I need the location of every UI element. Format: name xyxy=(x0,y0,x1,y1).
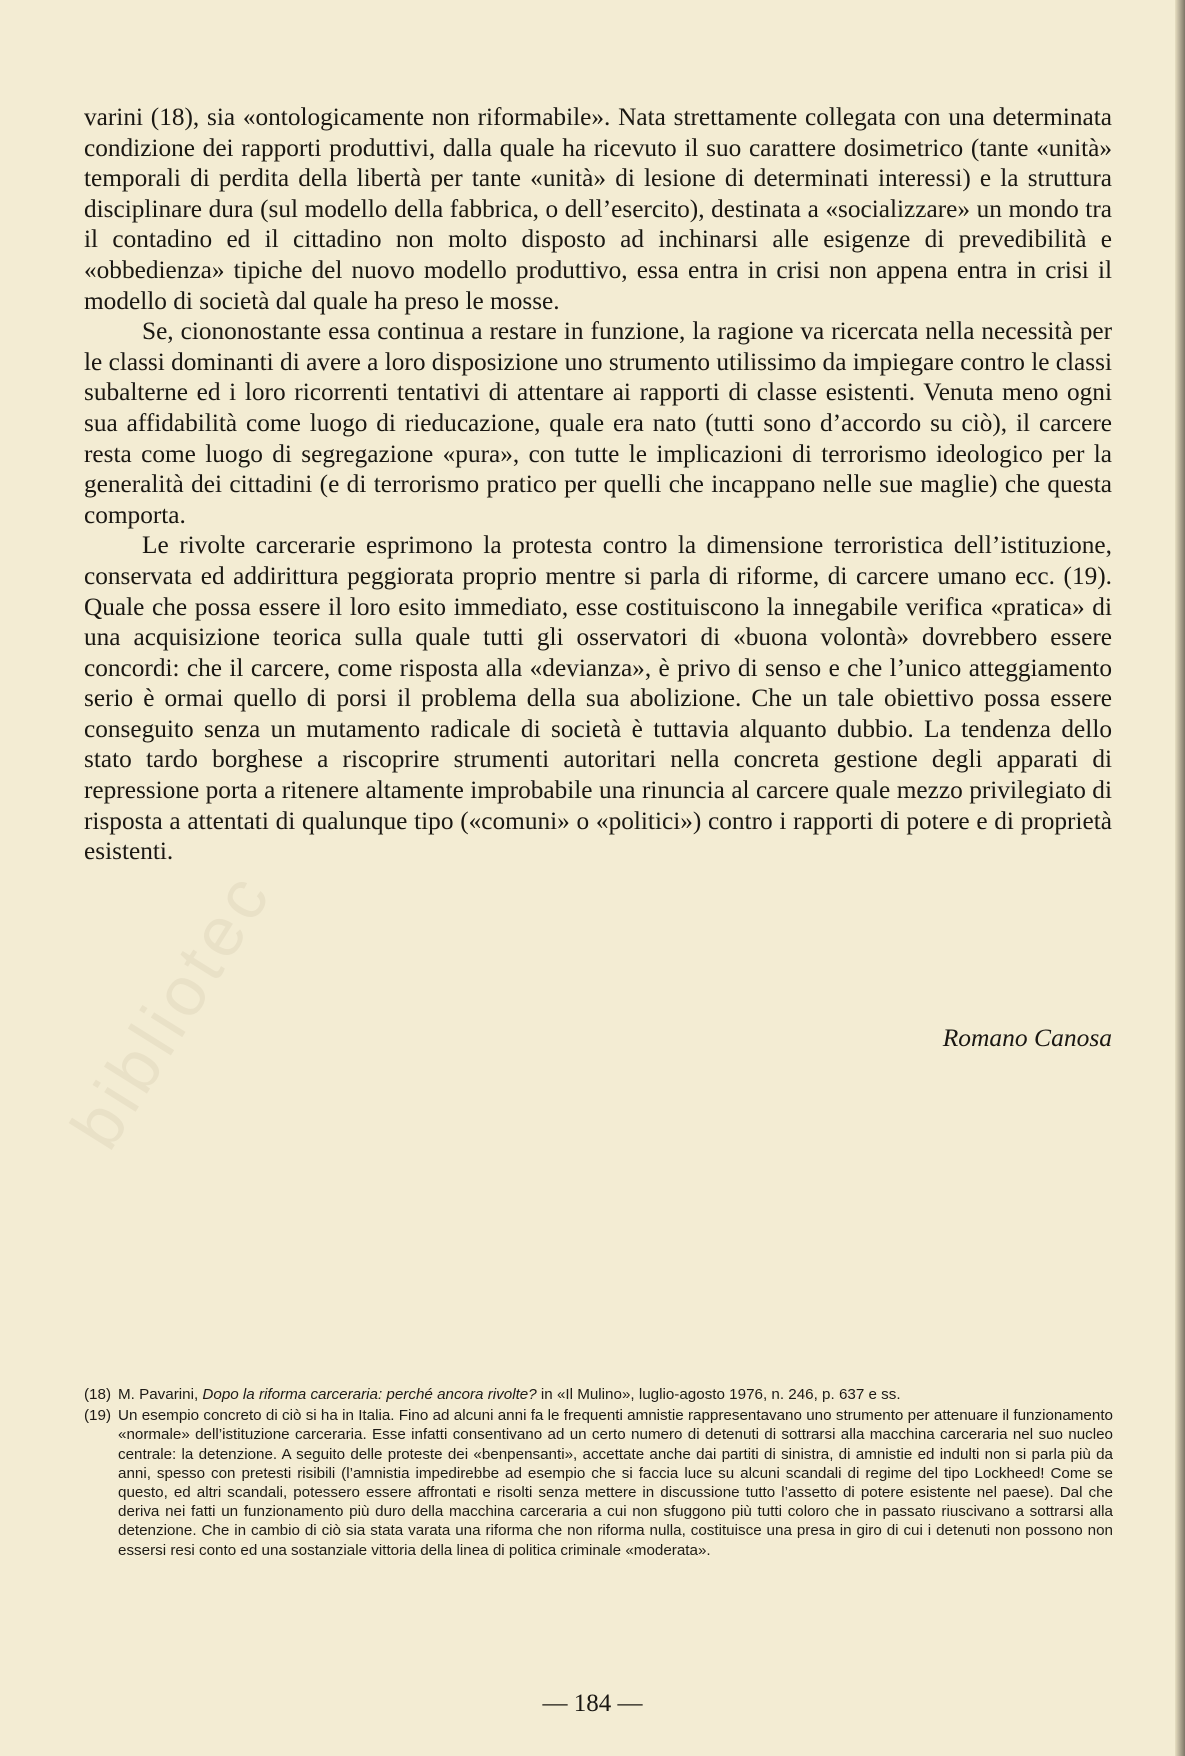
footnote-title: Dopo la riforma carceraria: perché ancora rivolte? xyxy=(202,1386,537,1403)
footnote-18 xyxy=(84,1385,1113,1404)
page-number: — 184 — xyxy=(542,1690,643,1717)
paragraph-2: Se, ciononostante essa continua a restare in funzione, la ragione va ricercata nella necessità per le classi dominanti di avere a loro disposizione uno strumento utilissimo da impiegare contro le classi subalterne ed i loro ricorrenti tentativi di attentare ai rapporti di classe esistenti. Venuta meno ogni sua affidabilità come luogo di rieducazione, quale era nato (tutti sono d’accordo su ciò), il carcere resta come luogo di segregazione «pura», con tutte le implicazioni di terrorismo ideologico per la generalità dei cittadini (e di terrorismo pratico per quelli che incappano nelle sue maglie) che questa comporta. xyxy=(84,317,1112,529)
page-edge-shadow xyxy=(1175,0,1185,1756)
footnote-19 xyxy=(84,1406,1113,1560)
paragraph-1: varini (18), sia «ontologicamente non riformabile». Nata strettamente collegata con una determinata condizione dei rapporti produttivi, dalla quale ha ricevuto il suo carattere dosimetrico (tante «unità» temporali di perdita della libertà per tante «unità» di lesione di determinati interessi) e la struttura disciplinare dura (sul modello della fabbrica, o dell’esercito), destinata a «socializzare» un mondo tra il contadino ed il cittadino non molto disposto ad inchinarsi alle esigenze di prevedibilità e «obbedienza» tipiche del nuovo modello produttivo, essa entra in crisi non appena entra in crisi il modello di società dal quale ha preso le mosse. xyxy=(84,103,1112,315)
footnote-number: (19) xyxy=(84,1407,112,1425)
footnote-text xyxy=(118,1385,1113,1404)
faint-watermark: bibliotec xyxy=(55,856,287,1162)
footnote-number: (18) xyxy=(84,1386,112,1403)
footnotes xyxy=(84,1385,1113,1562)
main-text xyxy=(84,102,1112,867)
footnote-reference: in «Il Mulino», luglio-agosto 1976, n. 246, p. 637 e ss. xyxy=(536,1386,901,1403)
footnote-author: M. Pavarini, xyxy=(118,1386,203,1403)
footnote-text: Un esempio concreto di ciò si ha in Italia. Fino ad alcuni anni fa le frequenti amnistie rappresentavano uno strumento per attenuare il funzionamento «normale» dell’istituzione carceraria. Esse infatti consentivano ad un certo numero di detenuti di sottrarsi alla macchina carceraria nel suo nucleo centrale: la detenzione. A seguito delle proteste dei «benpensanti», accettate anche dai partiti di sinistra, di amnistie ed indulti non si parla più da anni, spesso con pretesti risibili (l’amnistia impedirebbe ad esempio che si faccia luce su alcuni scandali di regime del tipo Lockheed! Come se questo, ed altri scandali, potessero essere affrontati e risolti senza mettere in discussione tutto l’assetto di potere esistente nel paese). Dal che deriva nei fatti un funzionamento più duro della macchina carceraria a cui non sfuggono più tutti coloro che in passato riuscivano a sottrarsi alla detenzione. Che in cambio di ciò sia stata varata una riforma che non riforma nulla, costituisce una presa in giro di cui i detenuti non possono non essersi resi conto ed una sostanziale vittoria della linea di politica criminale «moderata». xyxy=(118,1407,1113,1559)
author-signature: Romano Canosa xyxy=(942,1023,1112,1052)
paragraph-3: Le rivolte carcerarie esprimono la protesta contro la dimensione terroristica dell’istituzione, conservata ed addirittura peggiorata proprio mentre si parla di riforme, di carcere umano ecc. (19). Quale che possa essere il loro esito immediato, esse costituiscono la innegabile verifica «pratica» di una acquisizione teorica sulla quale tutti gli osservatori di «buona volontà» dovrebbero essere concordi: che il carcere, come risposta alla «devianza», è privo di senso e che l’unico atteggiamento serio è ormai quello di porsi il problema della sua abolizione. Che un tale obiettivo possa essere conseguito senza un mutamento radicale di società è tuttavia alquanto dubbio. La tendenza dello stato tardo borghese a riscoprire strumenti autoritari nella concreta gestione degli apparati di repressione porta a ritenere altamente improbabile una rinuncia al carcere quale mezzo privilegiato di risposta a attentati di qualunque tipo («comuni» o «politici») contro i rapporti di potere e di proprietà esistenti. xyxy=(84,531,1112,866)
